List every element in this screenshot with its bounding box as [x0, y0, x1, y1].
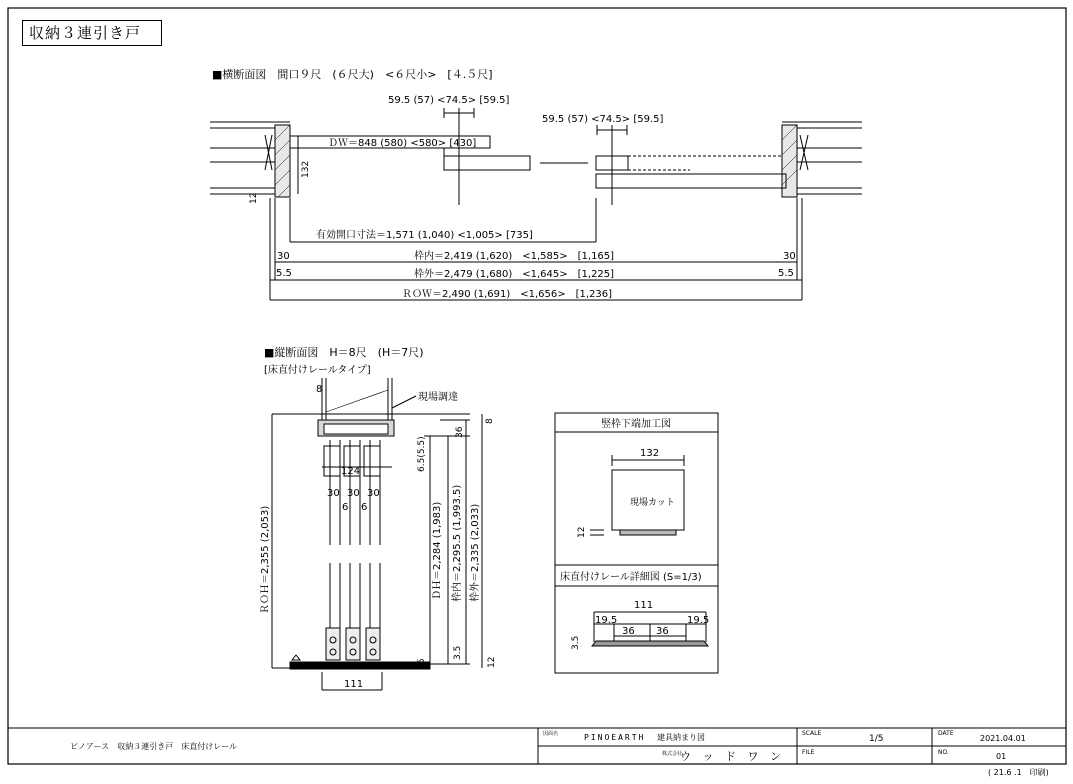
plan-dim-top-right: 59.5 (57) <74.5> [59.5] [542, 114, 664, 125]
section-dim-124: 124 [341, 466, 361, 477]
scale-label: SCALE [802, 730, 822, 737]
door-top-1 [324, 446, 340, 476]
section-dim-5: 5 [417, 658, 427, 664]
drawing-title: 収納３連引き戸 [22, 20, 162, 46]
drawing-name: 建具納まり図 [657, 733, 705, 742]
section-dim-111: 111 [344, 679, 364, 690]
sheet-border [8, 8, 1066, 764]
plan-dim-top-left: 59.5 (57) <74.5> [59.5] [388, 95, 510, 106]
section-dim-30c: 30 [367, 488, 380, 499]
door-top-3 [364, 446, 380, 476]
plan-dim-132: 132 [301, 160, 311, 178]
footer-description: ピノアース 収納３連引き戸 床直付けレール [70, 742, 238, 751]
section-dim-35: 3.5 [453, 645, 463, 660]
detail2-dim-36b: 36 [656, 626, 669, 637]
section-subheading: [床直付けレールタイプ] [264, 365, 371, 376]
detail2-dim-195a: 19.5 [595, 615, 618, 626]
plan-dim-12: 12 [249, 192, 259, 204]
plan-effective-opening: 有効開口寸法＝1,571 (1,040) <1,005> [735] [316, 230, 533, 241]
plan-dim-30-right: 30 [783, 251, 796, 262]
no-value: 01 [996, 752, 1007, 761]
plan-dim-55-right: 5.5 [778, 268, 794, 279]
scale-value: 1/5 [869, 734, 884, 744]
no-label: NO. [938, 749, 949, 756]
detail2-dim-36a: 36 [622, 626, 635, 637]
plan-dw: ＤＷ＝848 (580) <580> [430] [328, 138, 477, 149]
plan-wakugai: 枠外＝2,479 (1,680) <1,645> [1,225] [414, 269, 615, 280]
section-dim-30a: 30 [327, 488, 340, 499]
section-dim-65: 6.5(5.5) [417, 436, 427, 472]
door-panel-2 [444, 156, 530, 170]
section-dim-6b: 6 [361, 502, 368, 513]
detail-frame [555, 413, 718, 673]
section-dim-30b: 30 [347, 488, 360, 499]
section-heading: ■縦断面図 H＝8尺 (H＝7尺) [264, 346, 424, 359]
zumen-label: 図面名 [543, 731, 559, 737]
detail1-title: 竪枠下端加工図 [601, 419, 671, 430]
wakunai-height-dim: 枠内＝2,295.5 (1,993.5) [452, 484, 463, 602]
section-dim-8-top: 8 [316, 384, 323, 395]
plan-section [210, 67, 862, 300]
section-dim-36: 36 [455, 426, 465, 438]
dh-dim: ＤＨ＝2,284 (1,983) [432, 501, 443, 600]
floor-rail [290, 662, 430, 669]
section-dim-8-right: 8 [485, 418, 495, 424]
section-dim-6a: 6 [342, 502, 349, 513]
detail2-dim-195b: 19.5 [687, 615, 710, 626]
detail2-dim-35: 3.5 [571, 635, 581, 650]
maker-name: ウ ッ ド ワ ン [680, 750, 785, 763]
right-jamb [782, 125, 797, 197]
plan-dim-30-left: 30 [277, 251, 290, 262]
detail-boxes [555, 413, 718, 673]
detail2-dim-111: 111 [634, 600, 654, 611]
detail1-cut-label: 現場カット [630, 498, 675, 508]
company-name: PINOEARTH [584, 733, 646, 742]
section-dim-12: 12 [487, 656, 497, 668]
left-jamb [275, 125, 290, 197]
printed-date: ( 21.6 .1 印刷) [988, 768, 1049, 777]
plan-row: ＲＯＷ＝2,490 (1,691) <1,656> [1,236] [402, 289, 613, 300]
door-panel-3b [596, 174, 786, 188]
title-block [8, 728, 1066, 764]
vertical-section [260, 345, 497, 690]
detail1-dim-12: 12 [577, 526, 587, 538]
wakugai-height-dim: 枠外＝2,335 (2,033) [470, 503, 481, 602]
detail1-dim-132: 132 [640, 448, 660, 459]
roh-dim: ＲＯＨ＝2,355 (2,053) [260, 505, 271, 614]
plan-dim-55-left: 5.5 [276, 268, 292, 279]
genba-chotatsu-label: 現場調達 [418, 392, 458, 403]
plan-wakunai: 枠内＝2,419 (1,620) <1,585> [1,165] [414, 251, 615, 262]
file-label: FILE [802, 749, 815, 756]
detail2-title: 床直付けレール詳細図 (S=1/3) [560, 572, 702, 583]
kaisha-label: 株式会社 [662, 751, 683, 757]
date-label: DATE [938, 730, 954, 737]
date-value: 2021.04.01 [980, 734, 1026, 743]
floor-rail-profile [592, 641, 708, 646]
plan-heading: ■横断面図 間口９尺 (６尺大) <６尺小> [４.５尺] [212, 68, 493, 81]
